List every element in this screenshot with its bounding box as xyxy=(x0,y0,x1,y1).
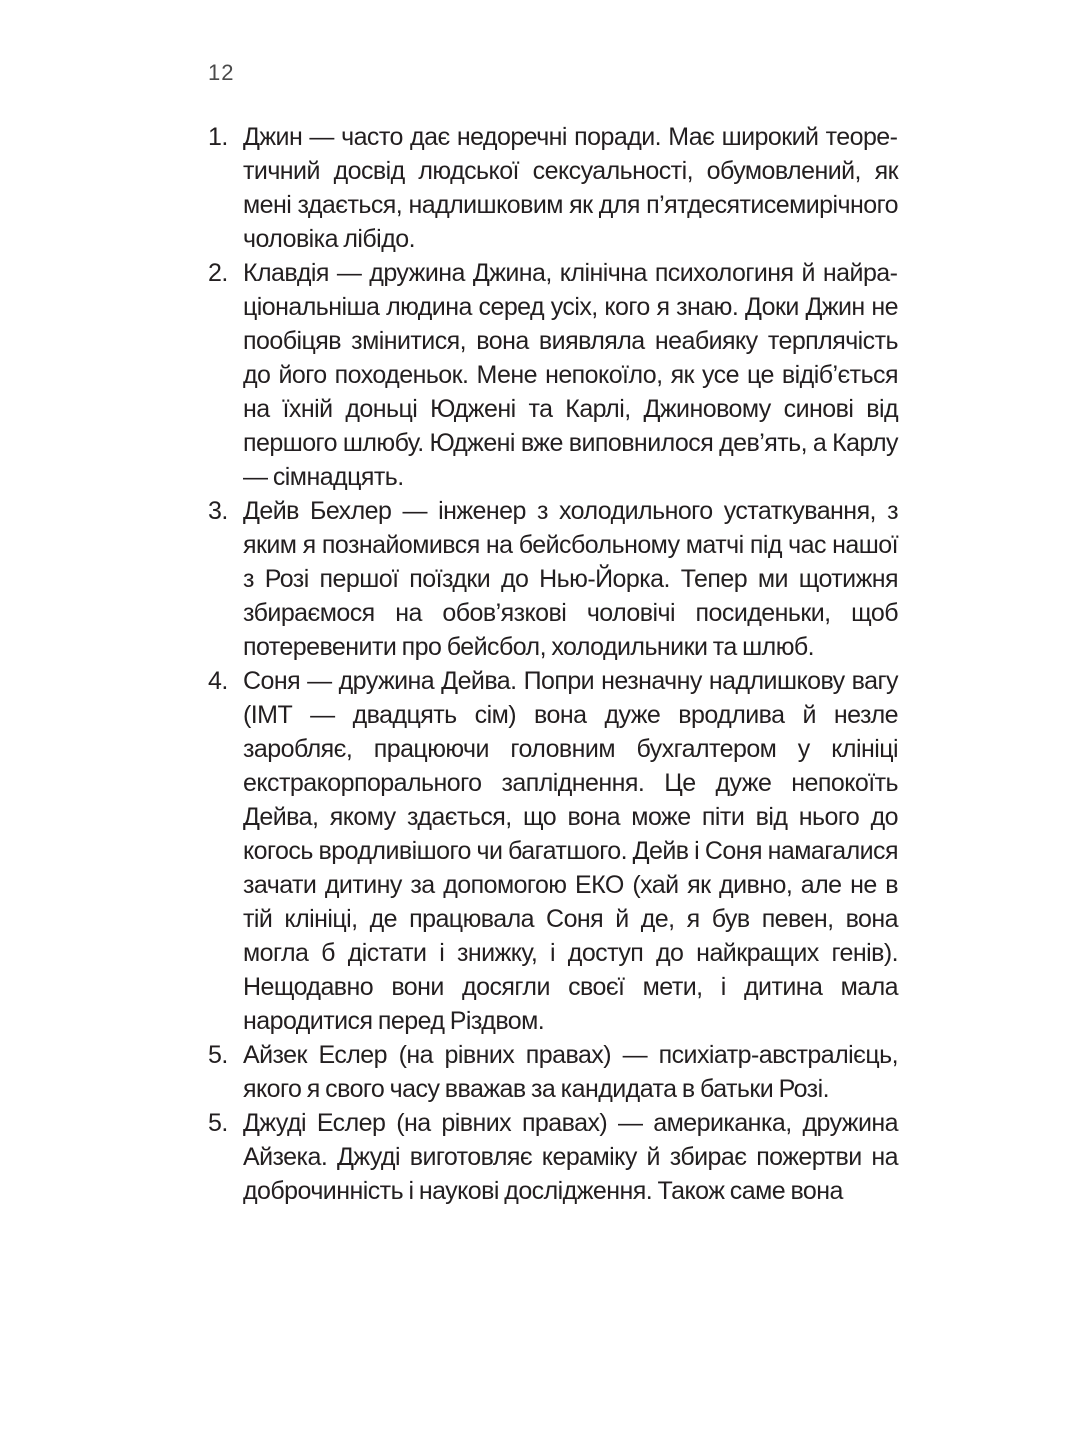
list-item-number: 2. xyxy=(208,259,228,287)
list-item-text: Соня — дружина Дейва. Попри незначну надлишкову вагу (ІМТ — двадцять сім) вона дуже вродлива й незле заробляє, працюючи головним бухгалтером у клініці екстракорпорального запліднення. Це дуже непокоїть Дейва, якому здається, що вона може піти від нього до когось вродливішого чи багатшого. Дейв і Соня намагалися зачати дитину за допомогою ЕКО (хай як дивно, але не в тій клініці, де працювала Соня й де, я був певен, вона могла б дістати і знижку, і доступ до найкращих генів). Нещодавно вони досягли своєї мети, і дитина мала народитися перед Різдвом. xyxy=(243,667,898,1035)
list-item-text: Айзек Еслер (на рівних правах) — психіатр-австралієць, якого я свого часу вважав за кандидата в батьки Розі. xyxy=(243,1041,898,1103)
list-item-text: Клавдія — дружина Джина, клінічна психологиня й найраціональніша людина серед усіх, кого я знаю. Доки Джин не пообіцяв змінитися, вона виявляла неабияку терплячість до його походеньок. Мене непокоїло, як усе це відіб’ється на їхній доньці Юджені та Карлі, Джиновому синові від першого шлюбу. Юджені вже виповнилося дев’ять, а Карлу — сімнадцять. xyxy=(243,259,898,491)
list-item-number: 5. xyxy=(208,1041,228,1069)
list-item xyxy=(208,1038,898,1106)
list-item-number: 1. xyxy=(208,123,228,151)
list-item-number: 3. xyxy=(208,497,228,525)
list-item xyxy=(208,1106,898,1208)
list-item-text: Джуді Еслер (на рівних правах) — американка, дружина Айзека. Джуді виготовляє кераміку й збирає пожертви на доброчинність і наукові дослідження. Також саме вона xyxy=(243,1109,898,1205)
list-item xyxy=(208,664,898,1038)
list-item xyxy=(208,120,898,256)
list-item-number: 4. xyxy=(208,667,228,695)
list-item xyxy=(208,256,898,494)
page-number: 12 xyxy=(208,60,235,85)
character-list xyxy=(208,120,898,1208)
list-item-text: Дейв Бехлер — інженер з холодильного устаткування, з яким я познайомився на бейсбольному матчі під час нашої з Розі першої поїздки до Нью-Йорка. Тепер ми щотижня збираємося на обов’язкові чоловічі посиденьки, щоб потеревенити про бейсбол, холодильники та шлюб. xyxy=(243,497,898,661)
list-item-text: Джин — часто дає недоречні поради. Має широкий теоретичний досвід людської сексуальності, обумовлений, як мені здається, надлишковим як для п’ятдесятисемирічного чоловіка лібідо. xyxy=(243,123,898,253)
list-item xyxy=(208,494,898,664)
list-item-number: 5. xyxy=(208,1109,228,1137)
